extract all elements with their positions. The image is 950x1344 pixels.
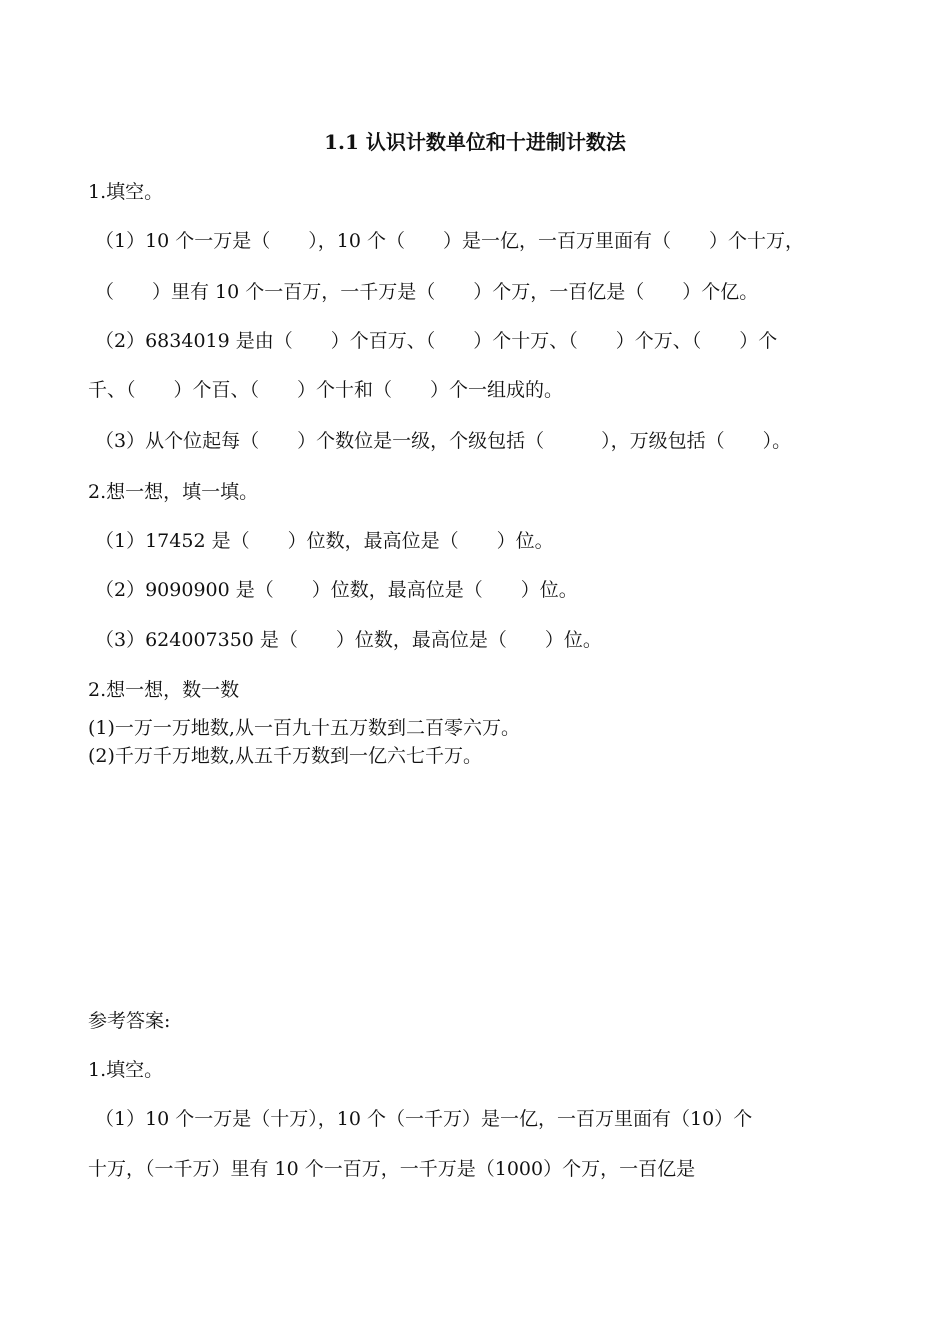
section2-q1: （1）17452 是（ ）位数，最高位是（ ）位。: [95, 530, 554, 552]
section1-q1-line1: （1）10 个一万是（ ），10 个（ ）是一亿，一百万里面有（ ）个十万，: [95, 230, 805, 252]
answers-section1-heading: 1.填空。: [88, 1059, 164, 1081]
section2-q2: （2）9090900 是（ ）位数，最高位是（ ）位。: [95, 579, 578, 601]
answers-a1-line1: （1）10 个一万是（十万），10 个（一千万）是一亿，一百万里面有（10）个: [95, 1108, 753, 1130]
section1-heading: 1.填空。: [88, 181, 164, 203]
section3-q1: (1)一万一万地数,从一百九十五万数到二百零六万。: [88, 717, 520, 739]
section2-heading: 2.想一想，填一填。: [88, 481, 259, 503]
section3-q2: (2)千万千万地数,从五千万数到一亿六七千万。: [88, 745, 482, 767]
section1-q2-line2: 千、（ ）个百、（ ）个十和（ ）个一组成的。: [88, 379, 564, 401]
answers-a1-line2: 十万，（一千万）里有 10 个一百万，一千万是（1000）个万，一百亿是: [88, 1158, 696, 1180]
section1-q3-line1: （3）从个位起每（ ）个数位是一级，个级包括（ ），万级包括（ ）。: [95, 430, 792, 452]
section1-q2-line1: （2）6834019 是由（ ）个百万、（ ）个十万、（ ）个万、（ ）个: [95, 330, 778, 352]
section2-q3: （3）624007350 是（ ）位数，最高位是（ ）位。: [95, 629, 602, 651]
section1-q1-line2: （ ）里有 10 个一百万，一千万是（ ）个万，一百亿是（ ）个亿。: [95, 281, 759, 303]
answers-heading: 参考答案:: [88, 1010, 171, 1032]
section3-heading: 2.想一想，数一数: [88, 679, 240, 701]
page-title: 1.1 认识计数单位和十进制计数法: [324, 130, 626, 154]
